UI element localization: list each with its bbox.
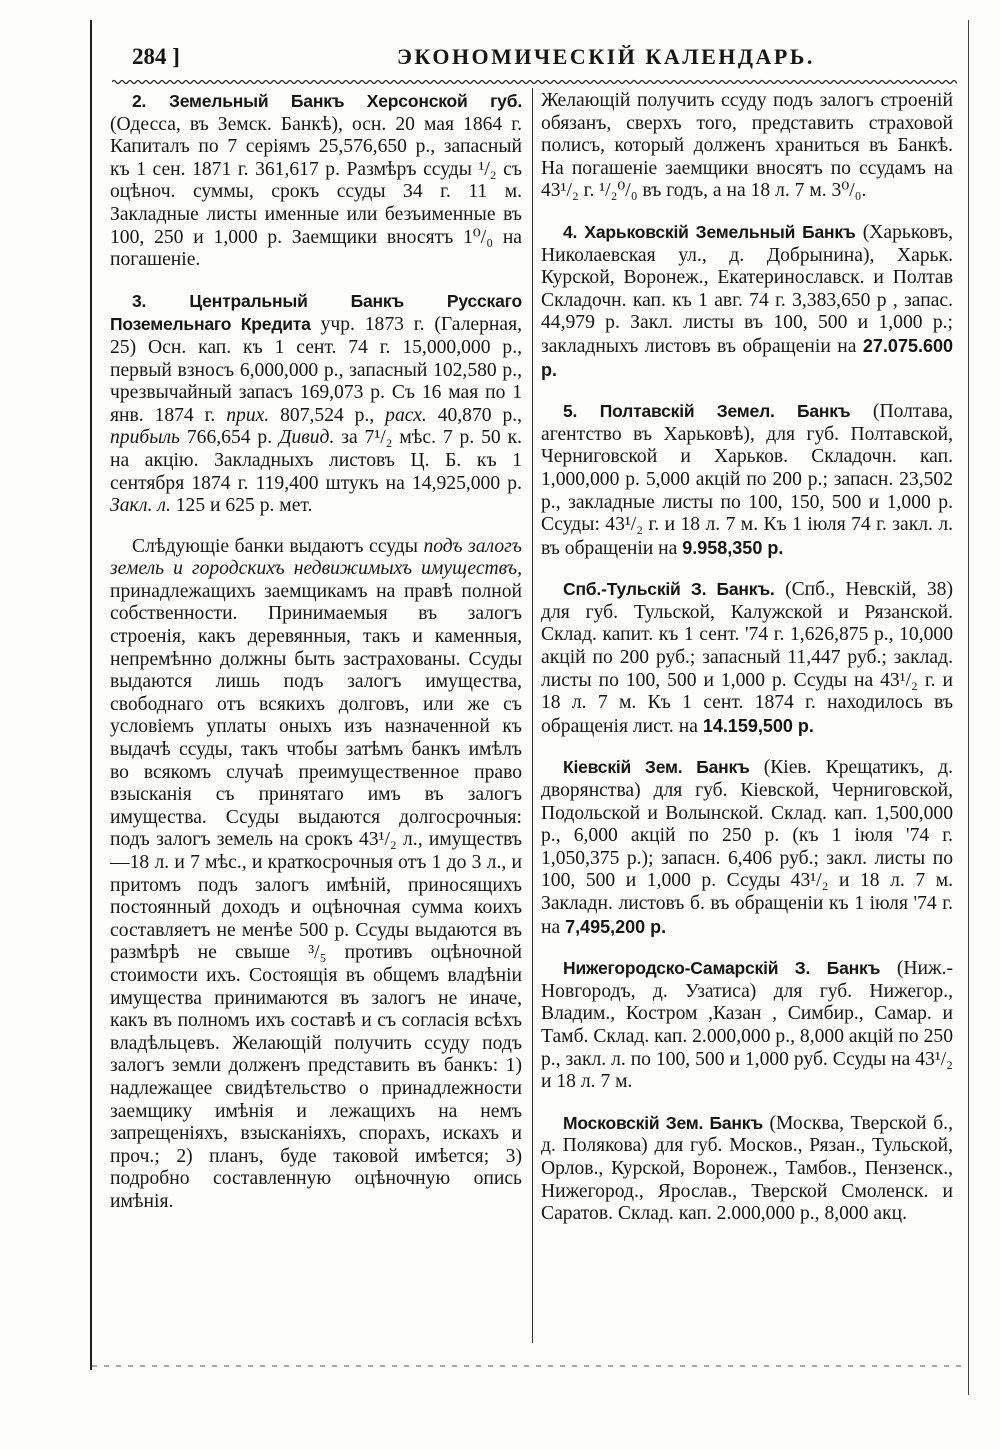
- mortgage-notes-label: Закл. л.: [110, 495, 171, 517]
- entry-text: (Ниж.-Новгородъ, д. Узатиса) для губ. Нижегор., Владим., Костром ,Казан , Симбир., Самар. и Тамб. Склад. кап. 2.000,000 р., 8,000 акцій по 250 р., закл. л. по 100, 500 и 1,000 руб. Ссуды на 43¹/₂ и 18 л. 7 м.: [541, 958, 953, 1093]
- entry-central-bank: [110, 290, 522, 518]
- header-wavy-rule: [112, 78, 957, 86]
- entry-text: 125 и 625 р. мет.: [175, 495, 313, 517]
- entry-poltava-bank: [541, 400, 953, 560]
- entry-number: 4.: [563, 221, 578, 242]
- entry-text: (Полтава, агентство въ Харьковѣ), для губ. Полтавской, Черниговской и Харьков. Складочн. кап. 1,000,000 р. 5,000 акцій по 200 р.; запасн. 23,502 р., закладные листы по 100, 150, 500 и 1,000 р. Ссуды: 43¹/₂ г. и 18 л. 7 м. Къ 1 іюля 74 г. закл. л. въ обращеніи на: [541, 401, 953, 559]
- entry-nizhny-samara-bank: [541, 957, 953, 1094]
- entry-number: 3.: [132, 290, 147, 311]
- bank-name: Московскій Зем. Банкъ: [563, 1112, 763, 1133]
- bank-name: Центральный Банкъ Русскаго Поземельнаго Кредита: [110, 290, 522, 335]
- bank-name: Нижегородско-Самарскій З. Банкъ: [563, 958, 881, 979]
- entry-text: (Спб., Невскій, 38) для губ. Тульской, Калужской и Рязанской. Склад. капит. къ 1 сент. '74 г. 1,626,875 р., 10,000 акцій по 200 руб.; запасный 11,447 руб.; заклад. листы по 100, 500 и 1,000 р. Ссуды на 43¹/₂ г. и 18 л. 7 м. Къ 1 сент. 1874 г. находилось въ обращенія лист. на: [541, 579, 953, 737]
- entry-number: 2.: [132, 91, 147, 111]
- bank-name: Полтавскій Земел. Банкъ: [599, 401, 851, 422]
- bottom-dashed-rule: [92, 1362, 962, 1370]
- dividend-label: Дивид.: [278, 427, 335, 449]
- entry-text: (Харьковъ, Николаевская ул., д. Добрынина), Харьк. Курской, Воронеж., Екатеринославск. и Полтав Складочн. кап. къ 1 авг. 74 г. 3,383,650 р , запас. 44,979 р. Закл. листы въ 100, 500 и 1,000 р.; закладныхъ листовъ въ обращеніи на: [541, 221, 953, 357]
- entry-text: (Одесса, въ Земск. Банкѣ), осн. 20 мая 1864 г. Капиталъ по 7 серіямъ 25,576,650 р., запасный къ 1 сен. 1871 г. 361,617 р. Размѣръ ссуды ¹/₂ съ оцѣноч. суммы, срокъ ссуды 34 г. 11 м. Закладные листы именные или безъименные въ 100, 250 и 1,000 р. Заемщики вносятъ 1⁰/₀ на погашеніе.: [110, 113, 522, 271]
- continuation-paragraph: Желающій получить ссуду подъ залогъ строеній обязанъ, сверхъ того, представить страховой полисъ, который долженъ храниться въ Банкѣ. На погашеніе заемщики вносятъ по ссудамъ на 43¹/₂ г. ¹/₂⁰/₀ въ годъ, а на 18 л. 7 м. 3⁰/₀.: [541, 90, 953, 202]
- bank-name: Спб.-Тульскій З. Банкъ.: [563, 579, 775, 600]
- entry-text: 766,654 р.: [186, 427, 273, 449]
- page-number: 284 ]: [132, 44, 180, 69]
- entry-spb-tula-bank: [541, 578, 953, 738]
- entry-text: (Москва, Тверской б., д. Полякова) для губ. Москов., Рязан., Тульской, Орлов., Курской, Воронеж., Тамбов., Пензенск., Нижегород., Ярослав., Тверской Смоленск. и Саратов. Склад. кап. 2.000,000 р., 8,000 акц.: [541, 1112, 953, 1225]
- entry-moscow-bank: [541, 1112, 953, 1226]
- entry-kharkov-bank: [541, 221, 953, 382]
- expense-label: расх.: [385, 404, 427, 426]
- entry-kiev-bank: [541, 756, 953, 939]
- bank-name: Земельный Банкъ Херсонской губ.: [168, 91, 522, 111]
- italic-phrase: подъ залогъ земель и городскихъ недвижимыхъ имуществъ,: [110, 535, 522, 580]
- page-frame-right-rule: [968, 20, 969, 1395]
- general-conditions-paragraph: [110, 536, 522, 1214]
- paragraph-text: Слѣдующіе банки выдаютъ ссуды: [132, 535, 418, 557]
- entry-text: за 7¹/₂ мѣс. 7 р. 50 к. на акцію. Закладныхъ листовъ Ц. Б. къ 1 сентября 1874 г. 119,400 штукъ на 14,925,000 р.: [110, 427, 522, 494]
- paragraph-text: принадлежащихъ заемщикамъ на правѣ полной собственности. Принимаемыя въ залогъ строенія, какъ деревянныя, такъ и каменныя, непремѣнно должны быть застрахованы. Ссуды выдаются лишь подъ залогъ имущества, свободнаго отъ всякихъ долговъ, или же съ условіемъ уплаты оныхъ изъ назначенной къ выдачѣ ссуды, такъ чтобы затѣмъ банкъ имѣлъ во всякомъ случаѣ преимущественное право взысканія съ принятаго имъ въ залогъ имущества. Ссуды выдаются долгосрочныя: подъ залогъ земель на срокъ 43¹/₂ л., имуществъ—18 л. и 7 мѣс., и краткосрочныя отъ 1 до 3 л., и притомъ подъ залогъ имѣній, приносящихъ постоянный доходъ и оцѣночная сумма коихъ составляетъ не менѣе 500 р. Ссуды выдаются въ размѣрѣ не свыше ³/₅ противъ оцѣночной стоимости ихъ. Состоящія въ общемъ владѣніи имущества принимаются въ залогъ не иначе, какъ въ полномъ ихъ составѣ и съ согласія всѣхъ владѣльцевъ. Желающій получить ссуду подъ залогъ земли долженъ представить въ банкъ: 1) надлежащее свидѣтельство о принадлежности заемщику имѣнія и лежащихъ на немъ запрещеніяхъ, взысканіяхъ, спорахъ, искахъ и проч.; 2) планъ, буде таковой имѣется; 3) подробно составленную оцѣночную опись имѣнія.: [110, 580, 522, 1212]
- circulation-amount: 7,495,200 р.: [565, 916, 667, 937]
- entry-text: 807,524 р.,: [280, 404, 375, 426]
- circulation-amount: 27.075.600 р.: [541, 335, 953, 380]
- page-header: [112, 40, 957, 78]
- entry-text: (Кіев. Крещатикъ, д. дворянства) для губ. Кіевской, Черниговской, Подольской и Волынской. Склад. кап. 1,500,000 р., 6,000 акцій по 250 р. (къ 1 іюля '74 г. 1,050,375 р.); запасн. 6,406 руб.; закл. листы по 100, 500 и 1,000 р. Ссуды 43¹/₂ и 18 л. 7 м. Закладн. листовъ б. въ обращеніи къ 1 іюля '74 г. на: [541, 757, 953, 938]
- income-label: прих.: [226, 404, 270, 426]
- circulation-amount: 9.958,350 р.: [682, 537, 784, 558]
- entry-kherson-bank: [110, 90, 522, 272]
- page-frame-left-rule: [90, 20, 92, 1370]
- column-divider: [532, 88, 533, 1343]
- entry-text: учр. 1873 г. (Галерная, 25) Осн. кап. къ 1 сент. 74 г. 15,000,000 р., первый взносъ 6,000,000 р., запасный 102,580 р., чрезвычайный запасъ 169,073 р. Съ 16 мая по 1 янв. 1874 г.: [110, 314, 522, 426]
- bank-name: Харьковскій Земельный Банкъ: [584, 221, 856, 242]
- circulation-amount: 14.159,500 р.: [702, 715, 814, 736]
- left-column: [110, 90, 522, 1350]
- right-column: [541, 90, 953, 1350]
- profit-label: прибыль: [110, 427, 180, 449]
- bank-name: Кіевскій Зем. Банкъ: [563, 757, 750, 778]
- entry-number: 5.: [563, 401, 578, 422]
- entry-text: 40,870 р.,: [437, 404, 522, 426]
- running-title: ЭКОНОМИЧЕСКІЙ КАЛЕНДАРЬ.: [397, 44, 815, 69]
